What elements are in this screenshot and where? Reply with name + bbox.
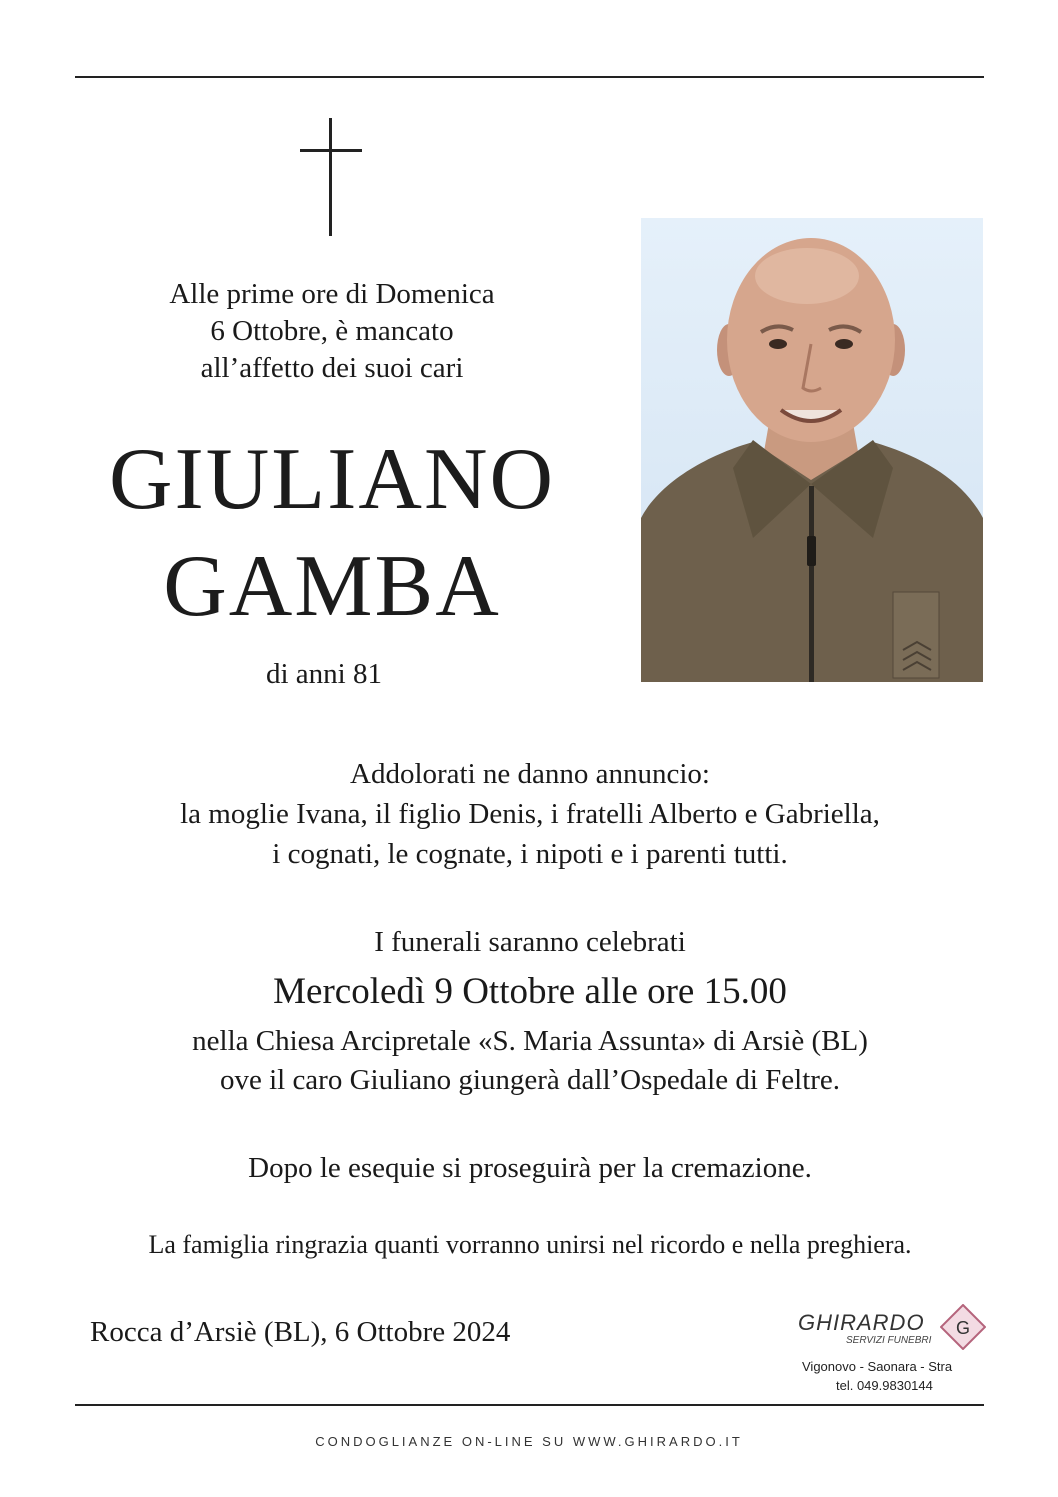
intro-line: all’affetto dei suoi cari	[200, 352, 464, 384]
deceased-first-name: GIULIANO	[108, 431, 556, 528]
place-and-date: Rocca d’Arsiè (BL), 6 Ottobre 2024	[90, 1316, 511, 1348]
announcement-line: i cognati, le cognate, i nipoti e i parenti tutti.	[272, 838, 788, 870]
portrait-photo	[641, 218, 983, 682]
cremation-note: Dopo le esequie si proseguirà per la cremazione.	[248, 1152, 812, 1184]
logo-mark-letter: G	[955, 1318, 971, 1338]
announcement-line: Addolorati ne danno annuncio:	[350, 758, 710, 790]
thanks-note: La famiglia ringrazia quanti vorranno unirsi nel ricordo e nella preghiera.	[148, 1230, 912, 1259]
condolences-footer: CONDOGLIANZE ON-LINE SU WWW.GHIRARDO.IT	[315, 1434, 743, 1449]
funeral-place-line: ove il caro Giuliano giungerà dall’Ospedale di Feltre.	[219, 1064, 841, 1096]
intro-line: Alle prime ore di Domenica	[169, 278, 495, 310]
deceased-age: di anni 81	[266, 658, 382, 690]
intro-line: 6 Ottobre, è mancato	[210, 315, 454, 347]
funeral-datetime: Mercoledì 9 Ottobre alle ore 15.00	[273, 971, 787, 1012]
portrait-illustration	[641, 218, 983, 682]
diamond-logo-icon	[940, 1304, 986, 1350]
deceased-last-name: GAMBA	[163, 538, 501, 635]
funeral-home-name: GHIRARDO	[798, 1310, 925, 1335]
bottom-divider	[75, 1404, 984, 1406]
announcement-line: la moglie Ivana, il figlio Denis, i fratelli Alberto e Gabriella,	[180, 798, 880, 830]
funeral-home-logo	[790, 1304, 990, 1399]
funeral-home-locations: Vigonovo - Saonara - Stra	[802, 1359, 953, 1374]
funeral-home-subtitle: SERVIZI FUNEBRI	[846, 1335, 932, 1346]
intro-text	[92, 276, 572, 387]
funeral-place-block	[60, 1022, 1000, 1100]
funeral-home-phone: tel. 049.9830144	[836, 1378, 933, 1393]
top-divider	[75, 76, 984, 78]
announcement-block	[60, 754, 1000, 874]
funeral-heading: I funerali saranno celebrati	[374, 926, 686, 958]
funeral-place-line: nella Chiesa Arcipretale «S. Maria Assunta» di Arsiè (BL)	[192, 1025, 868, 1057]
cross-icon	[300, 118, 362, 236]
